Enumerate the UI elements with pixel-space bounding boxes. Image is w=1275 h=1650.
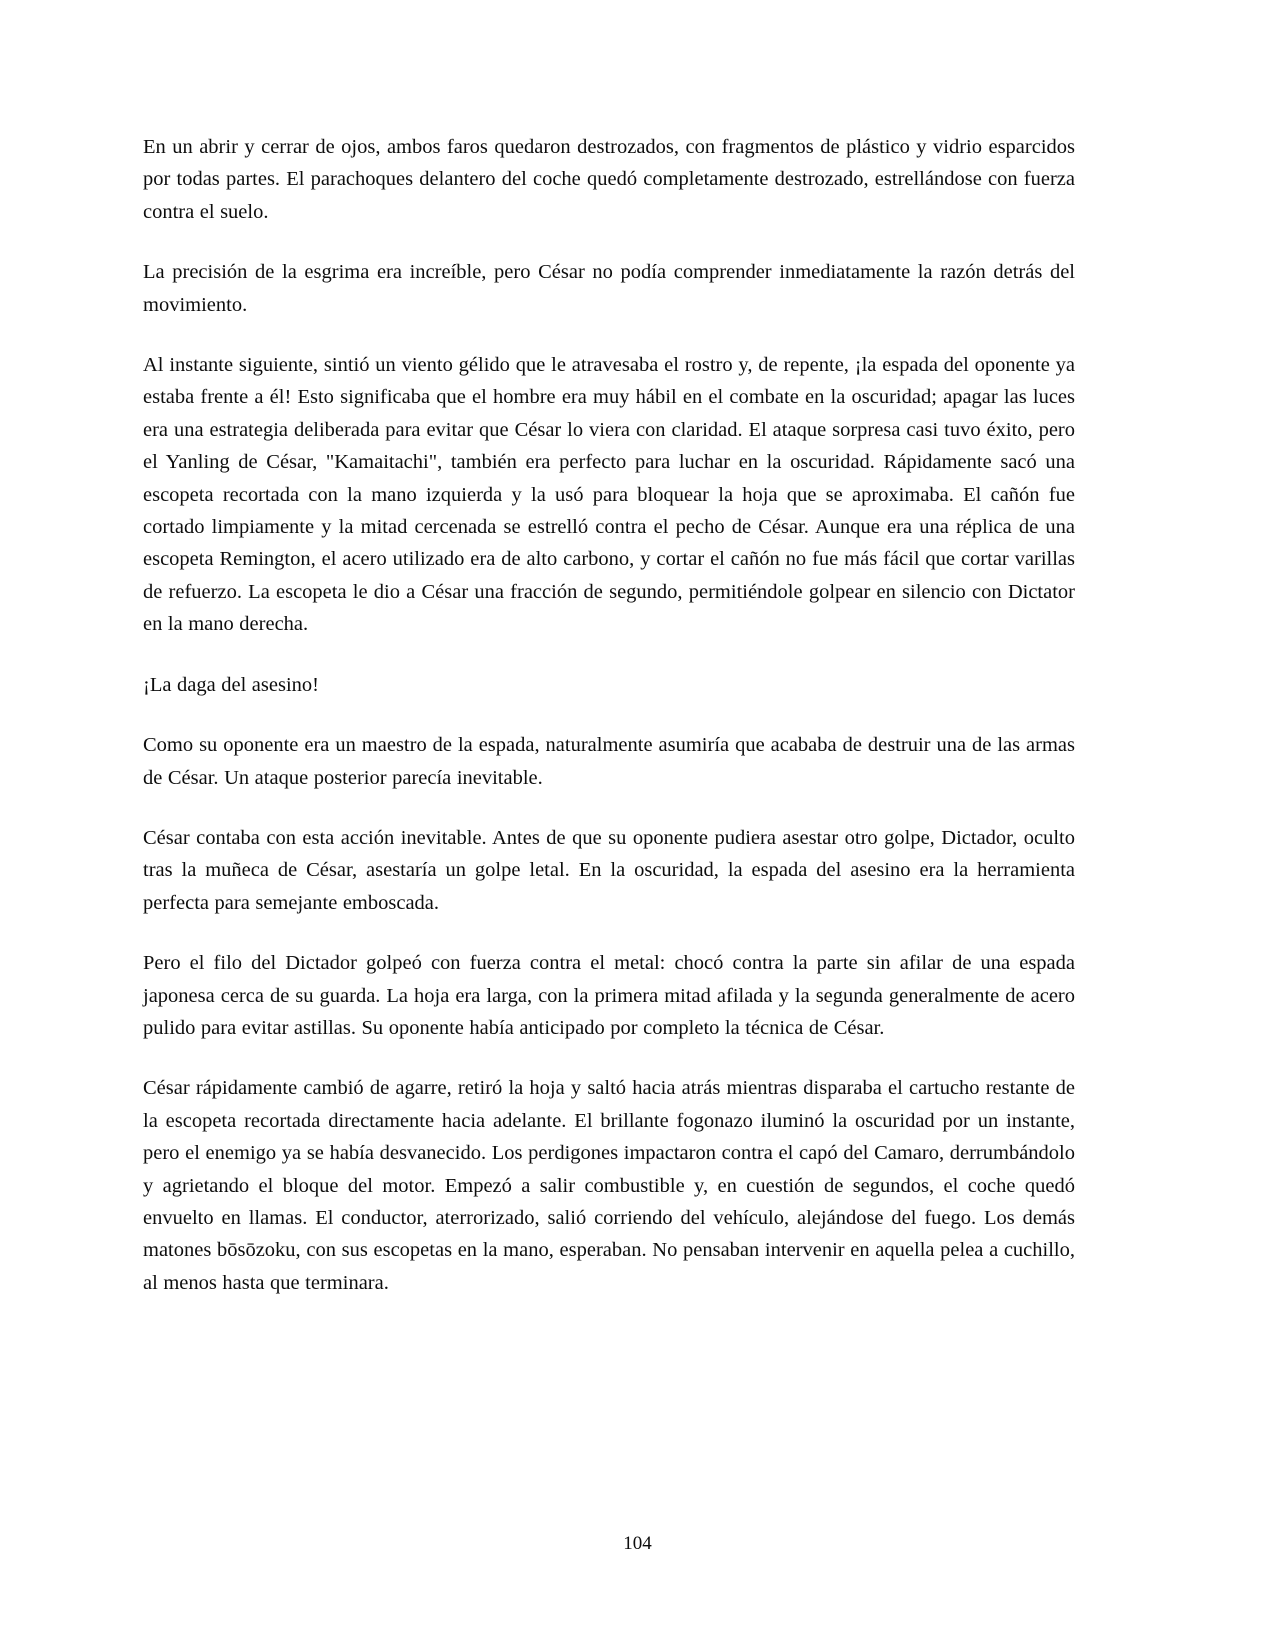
paragraph: Como su oponente era un maestro de la espada, naturalmente asumiría que acababa de destruir una de las armas de César. Un ataque posterior parecía inevitable. bbox=[143, 734, 1075, 789]
page-number: 104 bbox=[623, 1533, 652, 1554]
paragraph: Pero el filo del Dictador golpeó con fuerza contra el metal: chocó contra la parte sin afilar de una espada japonesa cerca de su guarda. La hoja era larga, con la primera mitad afilada y la segunda generalmente de acero pulido para evitar astillas. Su oponente había anticipado por completo la técnica de César. bbox=[143, 952, 1075, 1039]
paragraph: César rápidamente cambió de agarre, retiró la hoja y saltó hacia atrás mientras disparaba el cartucho restante de la escopeta recortada directamente hacia adelante. El brillante fogonazo iluminó la oscuridad por un instante, pero el enemigo ya se había desvanecido. Los perdigones impactaron contra el capó del Camaro, derrumbándolo y agrietando el bloque del motor. Empezó a salir combustible y, en cuestión de segundos, el coche quedó envuelto en llamas. El conductor, aterrorizado, salió corriendo del vehículo, alejándose del fuego. Los demás matones bōsōzoku, con sus escopetas en la mano, esperaban. No pensaban intervenir en aquella pelea a cuchillo, al menos hasta que terminara. bbox=[143, 1077, 1075, 1294]
paragraph: Al instante siguiente, sintió un viento gélido que le atravesaba el rostro y, de repente, ¡la espada del oponente ya estaba frente a él! Esto significaba que el hombre era muy hábil en el combate en la oscuridad; apagar las luces era una estrategia deliberada para evitar que César lo viera con claridad. El ataque sorpresa casi tuvo éxito, pero el Yanling de César, "Kamaitachi", también era perfecto para luchar en la oscuridad. Rápidamente sacó una escopeta recortada con la mano izquierda y la usó para bloquear la hoja que se aproximaba. El cañón fue cortado limpiamente y la mitad cercenada se estrelló contra el pecho de César. Aunque era una réplica de una escopeta Remington, el acero utilizado era de alto carbono, y cortar el cañón no fue más fácil que cortar varillas de refuerzo. La escopeta le dio a César una fracción de segundo, permitiéndole golpear en silencio con Dictator en la mano derecha. bbox=[143, 354, 1075, 636]
paragraph: En un abrir y cerrar de ojos, ambos faros quedaron destrozados, con fragmentos de plástico y vidrio esparcidos por todas partes. El parachoques delantero del coche quedó completamente destrozado, estrellándose con fuerza contra el suelo. bbox=[143, 136, 1075, 223]
paragraph: ¡La daga del asesino! bbox=[143, 673, 319, 696]
paragraph: La precisión de la esgrima era increíble, pero César no podía comprender inmediatamente la razón detrás del movimiento. bbox=[143, 261, 1075, 316]
page-body-text bbox=[143, 131, 1075, 1299]
paragraph: César contaba con esta acción inevitable. Antes de que su oponente pudiera asestar otro golpe, Dictador, oculto tras la muñeca de César, asestaría un golpe letal. En la oscuridad, la espada del asesino era la herramienta perfecta para semejante emboscada. bbox=[143, 826, 1075, 914]
